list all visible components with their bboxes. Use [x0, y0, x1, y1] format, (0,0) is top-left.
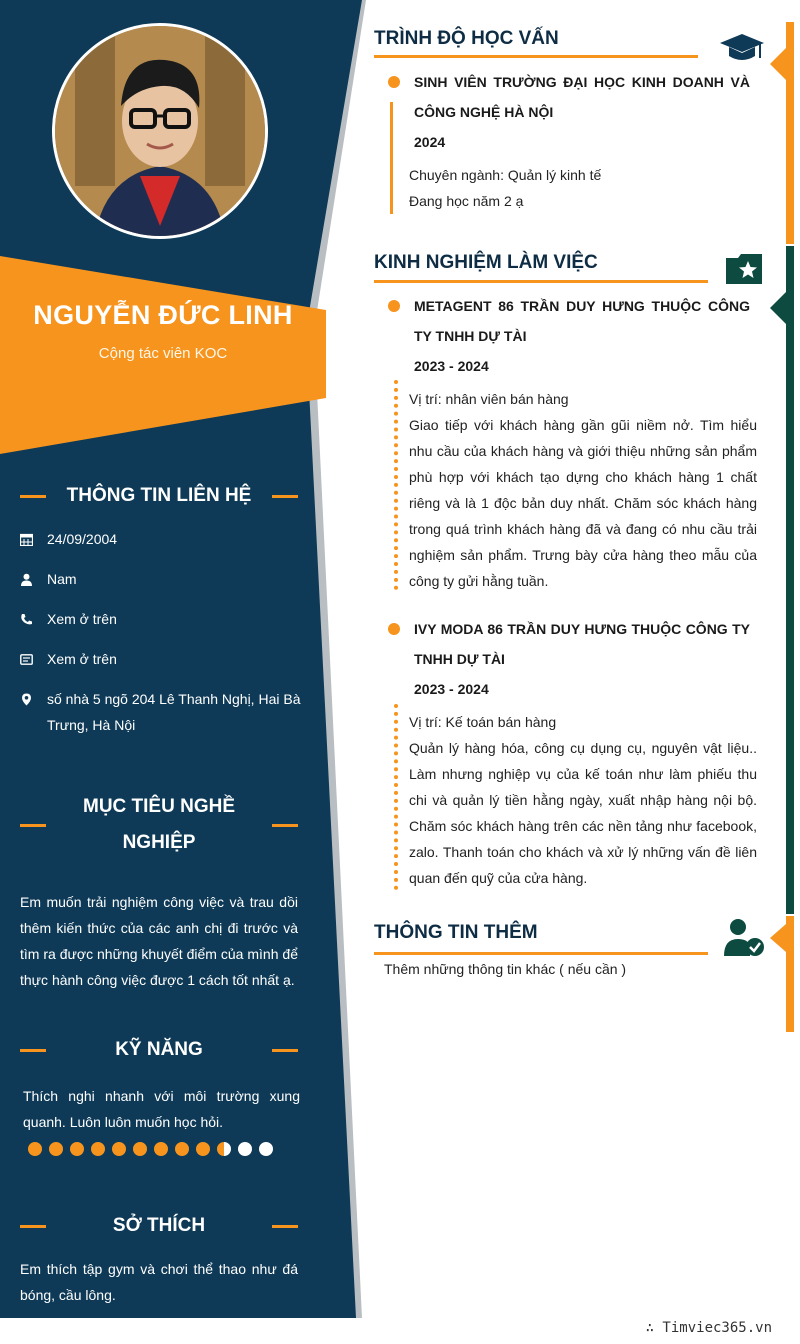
skills-section-title: KỸ NĂNG: [20, 1032, 298, 1068]
calendar-icon: [20, 532, 47, 549]
education-section-title: TRÌNH ĐỘ HỌC VẤN: [374, 28, 559, 49]
job-1-details: [409, 386, 757, 594]
job-1-description: Giao tiếp với khách hàng gần gũi niềm nở. Tìm hiểu nhu cầu của khách hàng và giới thiệu những sản phẩm phù hợp với khách tạo dựng cho khách hàng 1 chất riêng và là 1 độc bản duy nhất. Chăm sóc khách hàng trong quá trình khách hàng đã và đang có nhu cầu trải nghiệm sản phẩm. Trưng bày cửa hàng theo mẫu của công ty gửi hằng tuần.: [409, 417, 757, 589]
hobbies-text: Em thích tập gym và chơi thể thao như đá bóng, cầu lông.: [20, 1261, 298, 1303]
title-bar-right: [272, 495, 298, 498]
skills-text: Thích nghi nhanh với môi trường xung quanh. Luôn luôn muốn học hỏi.: [23, 1088, 300, 1130]
contact-gender: Nam: [20, 572, 305, 612]
job-1-years: 2023 - 2024: [414, 358, 489, 374]
education-bullet: [388, 76, 400, 88]
user-icon: [20, 572, 47, 589]
contact-phone: Xem ở trên: [20, 612, 305, 652]
education-major: Chuyên ngành: Quản lý kinh tế: [409, 167, 602, 183]
skill-dot: [70, 1142, 84, 1156]
objective-section-title: MỤC TIÊU NGHỀ NGHIỆP: [20, 788, 298, 862]
title-bar-left: [20, 1049, 46, 1052]
job-role: Cộng tác viên KOC: [98, 345, 228, 362]
skill-dot: [196, 1142, 210, 1156]
watermark: ∴ Timviec365.vn: [645, 1320, 772, 1336]
job-1-company: METAGENT 86 TRẦN DUY HƯNG THUỘC CÔNG TY TNHH DỰ TÀI: [414, 298, 750, 344]
job-2-bullet: [388, 623, 400, 635]
job-2-position: Vị trí: Kế toán bán hàng: [409, 714, 557, 730]
skill-rating: [28, 1142, 273, 1156]
job-2-description: Quản lý hàng hóa, công cụ dụng cụ, nguyên vật liệu.. Làm nhưng nghiệp vụ của kế toán như làm phiếu thu chi và quản lý tiền hằng ngày, xuất nhập hàng nội bộ. Chăm sóc khách hàng trên các nền tảng như facebook, zalo. Thanh toán cho khách và xử lý những vấn đề liên quan đến quỹ của cửa hàng.: [409, 740, 757, 886]
skill-dot: [28, 1142, 42, 1156]
skill-dot: [133, 1142, 147, 1156]
job-2-company: IVY MODA 86 TRẦN DUY HƯNG THUỘC CÔNG TY TNHH DỰ TÀI: [414, 621, 750, 667]
job-2-details: [409, 709, 757, 891]
job-2-timeline: [394, 704, 398, 890]
graduation-cap-icon: [720, 32, 764, 69]
skill-dot: [238, 1142, 252, 1156]
title-bar-left: [20, 495, 46, 498]
profile-avatar: [52, 23, 268, 239]
contact-section-title: THÔNG TIN LIÊN HỆ: [20, 478, 298, 514]
objective-text: Em muốn trải nghiệm công việc và trau dồi thêm kiến thức của các anh chị đi trước và tìm ra được những khuyết điểm của mình để thực hành công việc được 1 cách tốt nhất ạ.: [20, 894, 298, 988]
contact-email: Xem ở trên: [20, 652, 305, 692]
education-details: [409, 162, 757, 214]
skill-dot: [217, 1142, 231, 1156]
experience-title-underline: [374, 280, 708, 283]
job-1-position: Vị trí: nhân viên bán hàng: [409, 391, 569, 407]
education-year: 2024: [414, 134, 446, 150]
skill-dot: [154, 1142, 168, 1156]
title-bar-left: [20, 1225, 46, 1228]
phone-icon: [20, 612, 47, 629]
experience-section-title: KINH NGHIỆM LÀM VIỆC: [374, 252, 598, 273]
job-2-years: 2023 - 2024: [414, 681, 489, 697]
skill-dot: [49, 1142, 63, 1156]
name-block: [0, 300, 326, 362]
briefcase-star-icon: [724, 252, 764, 291]
title-bar-right: [272, 1049, 298, 1052]
additional-section-title: THÔNG TIN THÊM: [374, 922, 538, 943]
skill-dot: [175, 1142, 189, 1156]
contact-list: [20, 532, 305, 748]
full-name: NGUYỄN ĐỨC LINH: [33, 300, 293, 330]
education-timeline-line: [390, 102, 393, 214]
title-bar-right: [272, 824, 298, 827]
skill-dot: [91, 1142, 105, 1156]
skill-dot: [259, 1142, 273, 1156]
location-pin-icon: [20, 692, 47, 709]
contact-address: số nhà 5 ngõ 204 Lê Thanh Nghị, Hai Bà Trưng, Hà Nội: [20, 692, 305, 748]
additional-title-underline: [374, 952, 708, 955]
job-1-bullet: [388, 300, 400, 312]
email-icon: [20, 652, 47, 669]
title-bar-right: [272, 1225, 298, 1228]
education-school: SINH VIÊN TRƯỜNG ĐẠI HỌC KINH DOANH VÀ CÔNG NGHỆ HÀ NỘI: [414, 74, 750, 120]
contact-birthday: 24/09/2004: [20, 532, 305, 572]
education-title-underline: [374, 55, 698, 58]
title-bar-left: [20, 824, 46, 827]
skill-dot: [112, 1142, 126, 1156]
job-1-timeline: [394, 380, 398, 590]
education-status: Đang học năm 2 ạ: [409, 193, 524, 209]
hobbies-section-title: SỞ THÍCH: [20, 1208, 298, 1244]
additional-text: Thêm những thông tin khác ( nếu cần ): [384, 961, 627, 977]
